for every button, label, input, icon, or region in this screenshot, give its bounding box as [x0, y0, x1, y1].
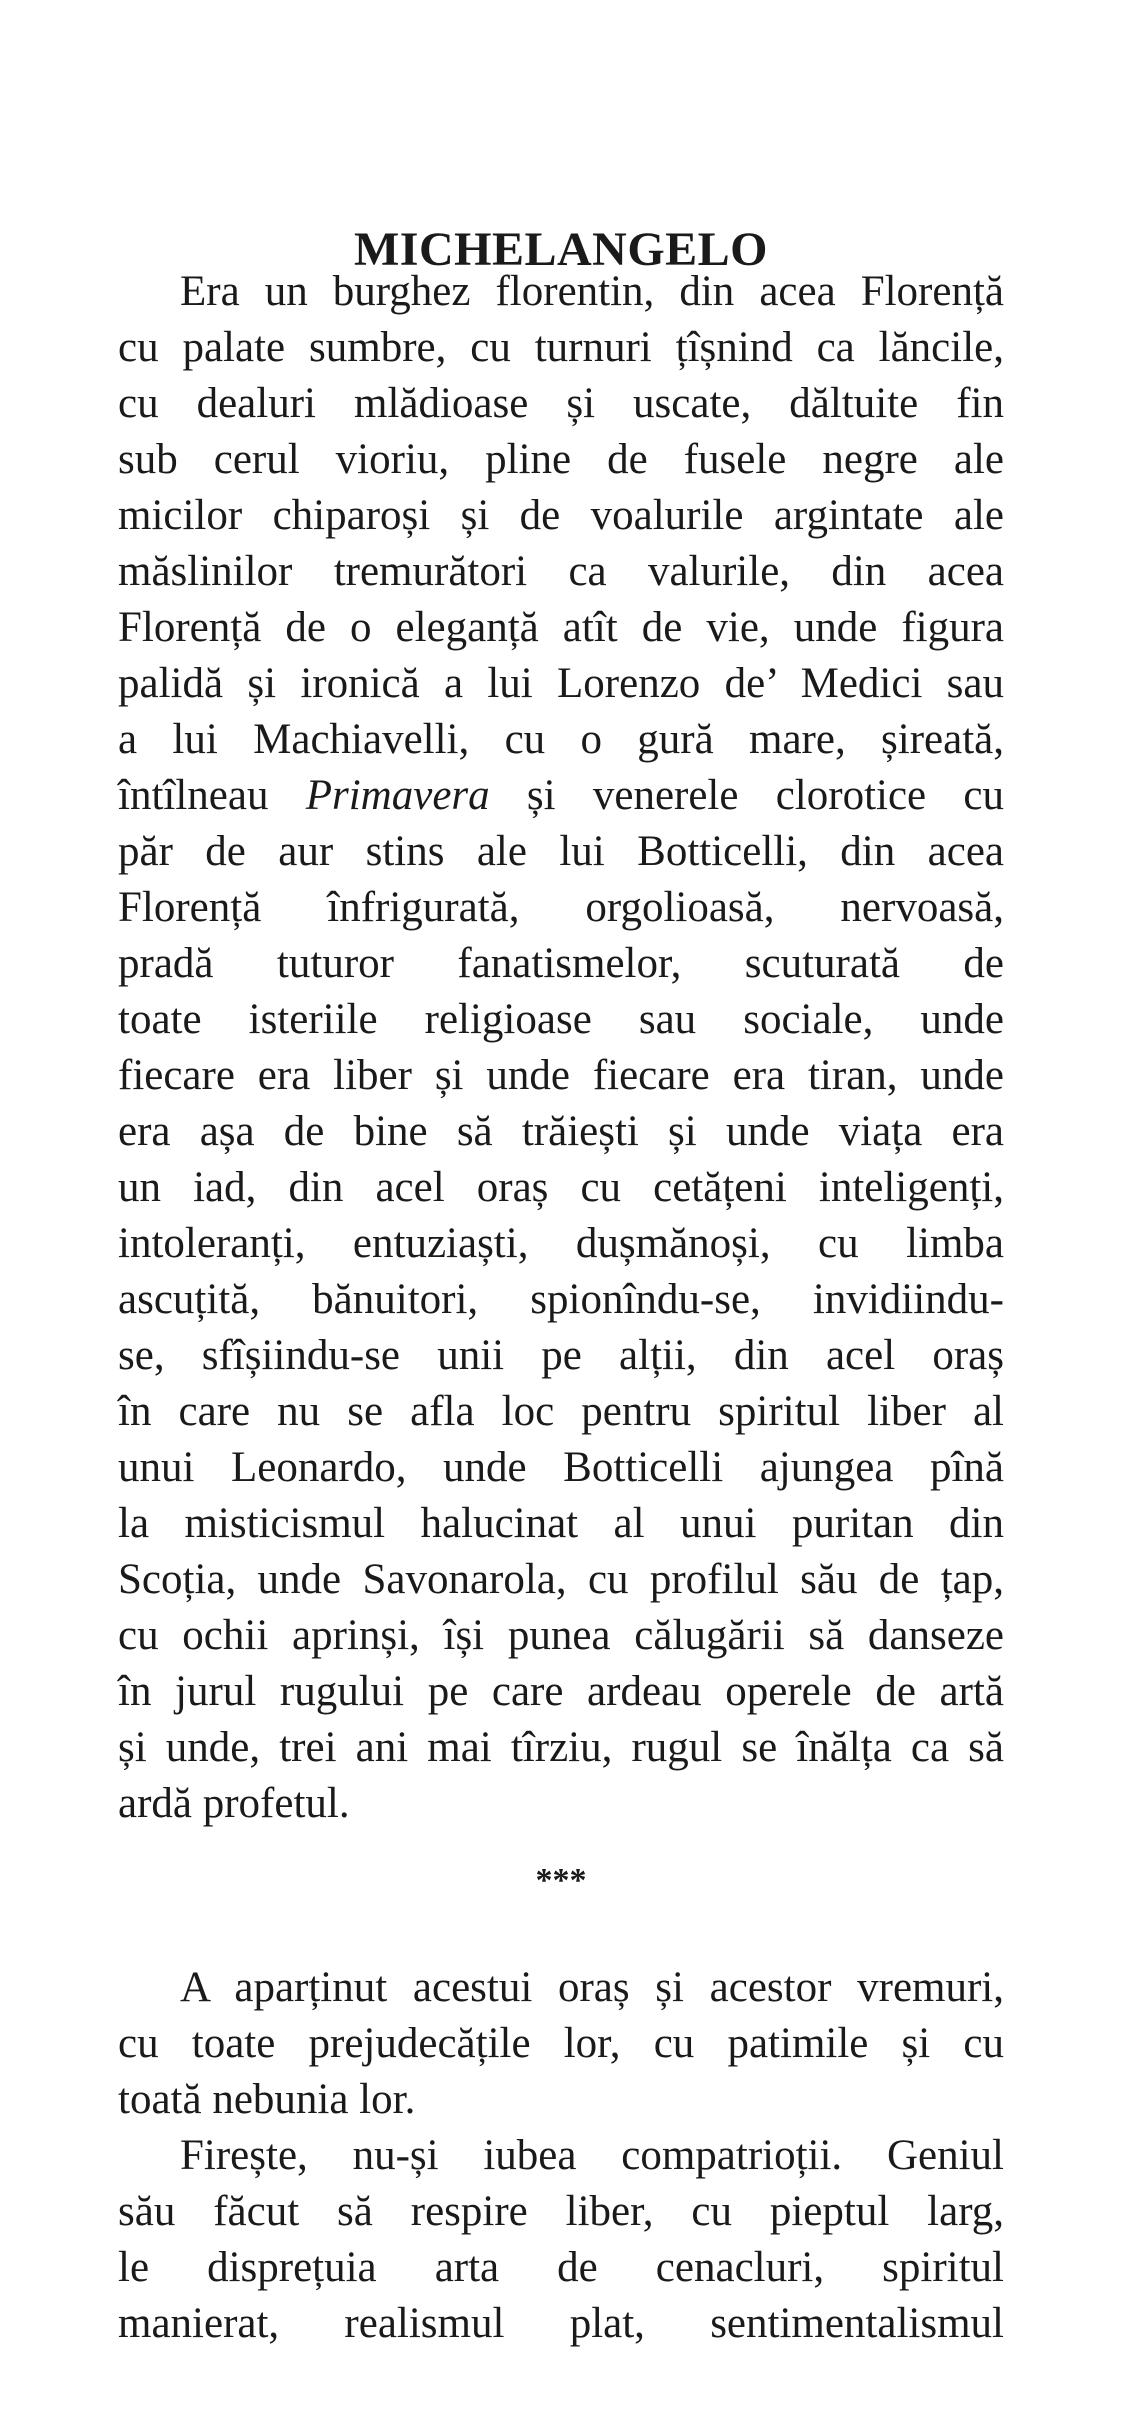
- text-line: cu ochii aprinși, își punea călugării să danseze: [118, 1612, 1004, 1659]
- text-line: toate isteriile religioase sau sociale, unde: [118, 996, 1004, 1043]
- text-line: Era un burghez florentin, din acea Florență: [180, 268, 1004, 315]
- text-line: păr de aur stins ale lui Botticelli, din acea: [118, 828, 1004, 875]
- text-line: sub cerul vioriu, pline de fusele negre ale: [118, 436, 1004, 483]
- text-line: se, sfîșiindu-se unii pe alții, din acel oraș: [118, 1332, 1004, 1379]
- text-line: la misticismul halucinat al unui puritan din: [118, 1500, 1004, 1547]
- text-line: său făcut să respire liber, cu pieptul larg,: [118, 2188, 1004, 2235]
- text-line: ardă profetul.: [118, 1780, 350, 1827]
- text-line: și unde, trei ani mai tîrziu, rugul se înălța ca să: [118, 1724, 1004, 1771]
- text-line: în jurul rugului pe care ardeau operele de artă: [118, 1668, 1004, 1715]
- text-line: Florență de o eleganță atît de vie, unde figura: [118, 604, 1004, 651]
- text-line: palidă și ironică a lui Lorenzo de’ Medici sau: [118, 660, 1004, 707]
- text-line: fiecare era liber și unde fiecare era tiran, unde: [118, 1052, 1004, 1099]
- text-line: un iad, din acel oraș cu cetățeni inteligenți,: [118, 1164, 1004, 1211]
- text-line: Firește, nu-și iubea compatrioții. Geniul: [180, 2132, 1004, 2179]
- text-line: a lui Machiavelli, cu o gură mare, șireată,: [118, 716, 1004, 763]
- text-line: măslinilor tremurători ca valurile, din acea: [118, 548, 1004, 595]
- text-line: toată nebunia lor.: [118, 2076, 416, 2123]
- text-line: le disprețuia arta de cenacluri, spiritul: [118, 2244, 1004, 2291]
- text-line: A aparținut acestui oraș și acestor vremuri,: [180, 1964, 1004, 2011]
- text-line: manierat, realismul plat, sentimentalismul: [118, 2300, 1004, 2347]
- text-line: ascuțită, bănuitori, spionîndu-se, invidiindu-: [118, 1276, 1004, 1323]
- text-line-with-italic: [118, 768, 1004, 824]
- italic-title-primavera: Primavera: [305, 772, 490, 819]
- text-line: Florență înfrigurată, orgolioasă, nervoasă,: [118, 884, 1004, 931]
- section-separator: ***: [535, 1862, 587, 1899]
- text-line: unui Leonardo, unde Botticelli ajungea pînă: [118, 1444, 1004, 1491]
- text-line: micilor chiparoși și de voalurile argintate ale: [118, 492, 1004, 539]
- text-line: cu toate prejudecățile lor, cu patimile și cu: [118, 2020, 1004, 2067]
- text-line: era așa de bine să trăiești și unde viața era: [118, 1108, 1004, 1155]
- text-line: în care nu se afla loc pentru spiritul liber al: [118, 1388, 1004, 1435]
- text-segment: întîlneau: [118, 772, 306, 819]
- text-line: Scoția, unde Savonarola, cu profilul său de țap,: [118, 1556, 1004, 1603]
- chapter-title: MICHELANGELO: [353, 223, 769, 276]
- text-segment: și venerele clorotice cu: [489, 772, 1004, 819]
- text-line: intoleranți, entuziaști, dușmănoși, cu limba: [118, 1220, 1004, 1267]
- text-line: pradă tuturor fanatismelor, scuturată de: [118, 940, 1004, 987]
- text-line: cu palate sumbre, cu turnuri țîșnind ca lăncile,: [118, 324, 1004, 371]
- text-line: cu dealuri mlădioase și uscate, dăltuite fin: [118, 380, 1004, 427]
